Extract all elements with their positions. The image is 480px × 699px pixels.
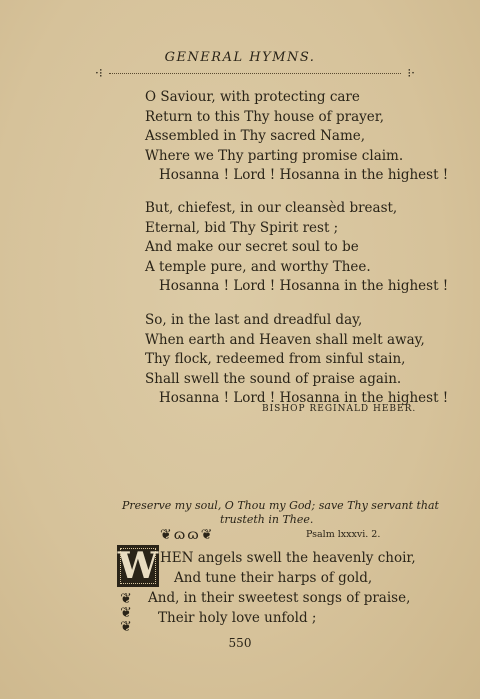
- epigraph-line: Preserve my soul, O Thou my God; save Thy servant that: [122, 499, 439, 512]
- stanza-3: [145, 311, 448, 409]
- psalm-reference: Psalm lxxxvi. 2.: [306, 529, 381, 540]
- verse-line: Return to this Thy house of prayer,: [145, 108, 384, 125]
- author-attribution: BISHOP REGINALD HEBER.: [262, 404, 417, 414]
- verse-line: And, in their sweetest songs of praise,: [148, 590, 411, 606]
- refrain-line: Hosanna ! Lord ! Hosanna in the highest !: [159, 278, 449, 294]
- rule-ornament-left: ·⁝: [95, 66, 103, 80]
- verse-line: Where we Thy parting promise claim.: [145, 147, 404, 164]
- verse-line: O Saviour, with protecting care: [145, 89, 360, 105]
- epigraph-line: trusteth in Thee.: [220, 513, 314, 526]
- verse-line: So, in the last and dreadful day,: [145, 312, 363, 328]
- vine-ornament-glyph: ❦: [120, 605, 132, 621]
- verse-line: And make our secret soul to be: [145, 239, 359, 255]
- rule-line: [109, 73, 401, 74]
- vine-ornament: [118, 592, 134, 634]
- verse-line: A temple pure, and worthy Thee.: [145, 258, 371, 275]
- drop-cap: W: [117, 545, 159, 587]
- hymn-2-stanza: [148, 548, 416, 628]
- flourish-ornament: ❦ɷɷ❦: [160, 527, 215, 543]
- verse-line: HEN angels swell the heavenly choir,: [160, 550, 416, 566]
- verse-line: Their holy love unfold ;: [158, 610, 317, 626]
- verse-line: Shall swell the sound of praise again.: [145, 370, 402, 387]
- verse-line: Assembled in Thy sacred Name,: [145, 128, 366, 144]
- vine-ornament-glyph: ❦: [120, 619, 132, 635]
- refrain-line: Hosanna ! Lord ! Hosanna in the highest !: [159, 167, 449, 183]
- running-head: GENERAL HYMNS.: [164, 50, 316, 65]
- verse-line: But, chiefest, in our cleansèd breast,: [145, 200, 398, 216]
- verse-line: Eternal, bid Thy Spirit rest ;: [145, 219, 339, 236]
- page-number: 550: [228, 636, 252, 650]
- refrain-line: Hosanna ! Lord ! Hosanna in the highest !: [159, 390, 449, 406]
- stanza-1: [145, 88, 448, 186]
- verse-line: When earth and Heaven shall melt away,: [145, 331, 425, 348]
- rule-ornament-right: ⁝·: [407, 66, 415, 80]
- scripture-epigraph: [122, 499, 439, 527]
- header-rule: [95, 68, 415, 80]
- vine-ornament-glyph: ❦: [120, 591, 132, 607]
- stanza-2: [145, 199, 448, 297]
- verse-line: Thy flock, redeemed from sinful stain,: [145, 351, 406, 367]
- verse-line: And tune their harps of gold,: [174, 570, 373, 586]
